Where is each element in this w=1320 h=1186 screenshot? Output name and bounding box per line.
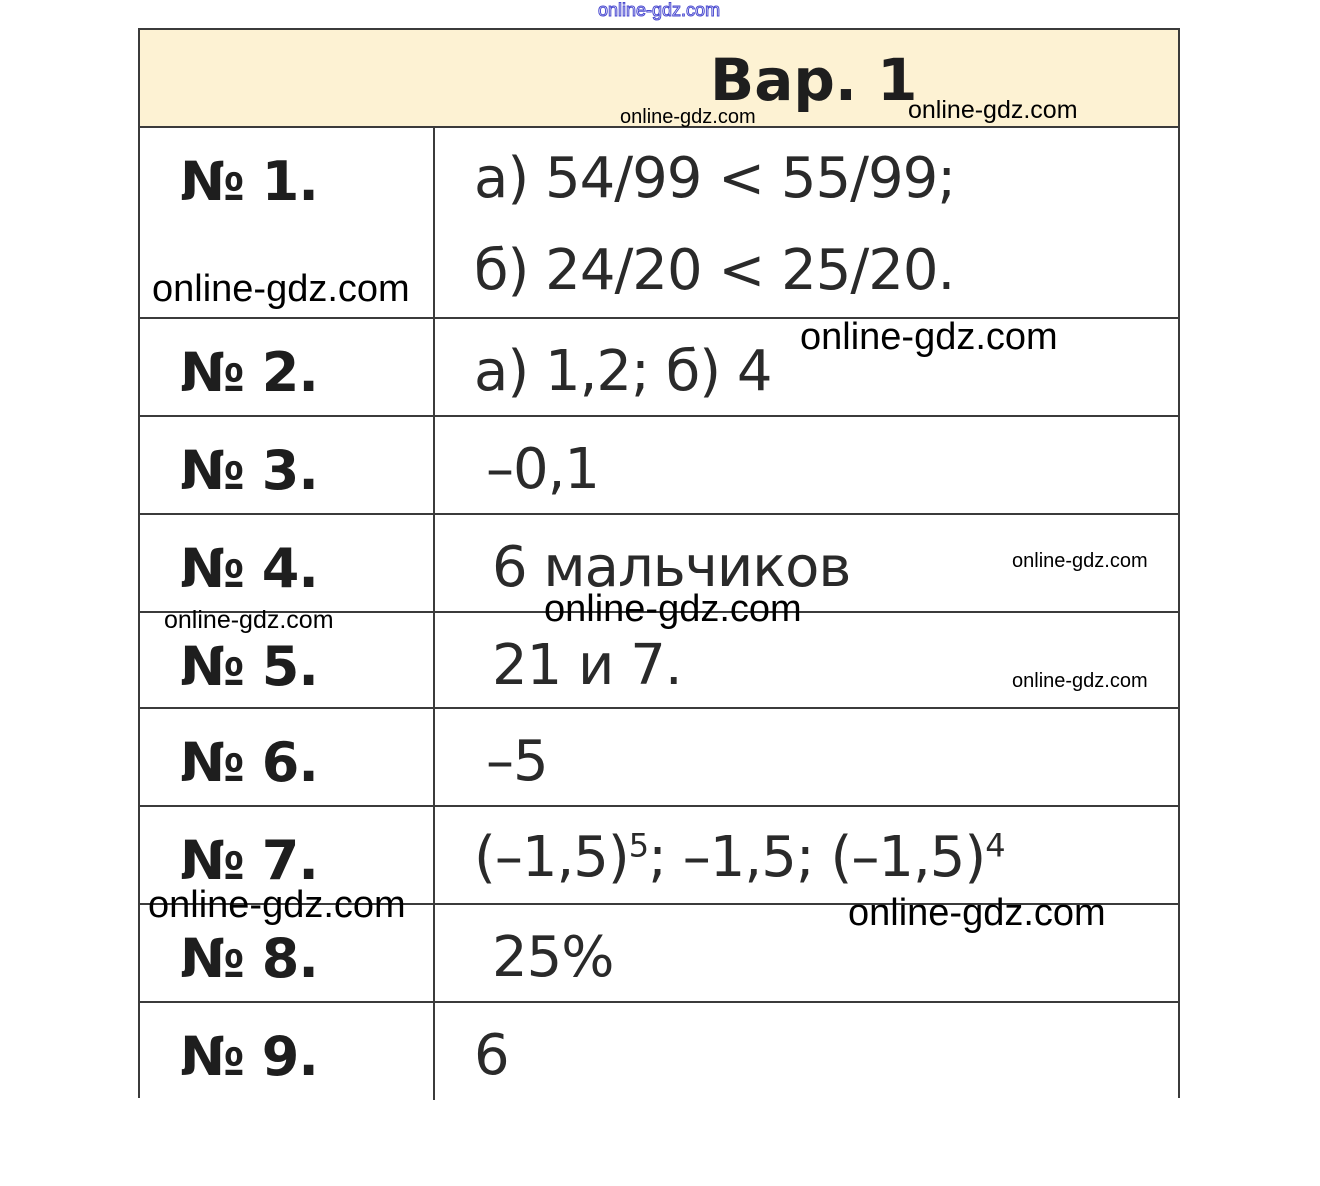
task-number: № 1. bbox=[180, 150, 318, 213]
table-row bbox=[140, 417, 1178, 515]
answer-text: 25% bbox=[492, 925, 614, 990]
task-number: № 5. bbox=[180, 635, 318, 698]
watermark-text: online-gdz.com bbox=[148, 884, 406, 926]
task-number: № 2. bbox=[180, 341, 318, 404]
answer-text: а) 1,2; б) 4 bbox=[474, 339, 772, 404]
watermark-text: online-gdz.com bbox=[164, 606, 334, 634]
variant-header: Вар. 1 bbox=[710, 46, 918, 114]
task-number: № 7. bbox=[180, 829, 318, 892]
answer-text: $(-1,5)^5$; –1,5; $(-1,5)^4$ bbox=[474, 825, 1005, 890]
watermark-text: online-gdz.com bbox=[1012, 670, 1148, 692]
watermark-text: online-gdz.com bbox=[152, 268, 410, 310]
task-number: № 4. bbox=[180, 537, 318, 600]
task-number: № 6. bbox=[180, 731, 318, 794]
watermark-text: online-gdz.com bbox=[1012, 550, 1148, 572]
answer-text: 6 bbox=[474, 1023, 509, 1088]
task-number: № 9. bbox=[180, 1025, 318, 1088]
watermark-text: online-gdz.com bbox=[598, 0, 721, 20]
task-number: № 3. bbox=[180, 439, 318, 502]
table-row bbox=[140, 1003, 1178, 1100]
answer-text: –0,1 bbox=[486, 437, 600, 502]
watermark-text: online-gdz.com bbox=[908, 96, 1078, 124]
watermark-text: online-gdz.com bbox=[544, 588, 802, 630]
watermark-text: online-gdz.com bbox=[848, 892, 1106, 934]
answer-text: –5 bbox=[486, 729, 548, 794]
answer-text: 6 мальчиков bbox=[492, 535, 851, 600]
table-row bbox=[140, 709, 1178, 807]
answer-text: а) 54/99 < 55/99; bbox=[474, 146, 956, 211]
task-number: № 8. bbox=[180, 927, 318, 990]
answer-text: б) 24/20 < 25/20. bbox=[474, 238, 955, 303]
watermark-text: online-gdz.com bbox=[800, 316, 1058, 358]
answer-text: 21 и 7. bbox=[492, 633, 682, 698]
watermark-text: online-gdz.com bbox=[620, 106, 756, 128]
